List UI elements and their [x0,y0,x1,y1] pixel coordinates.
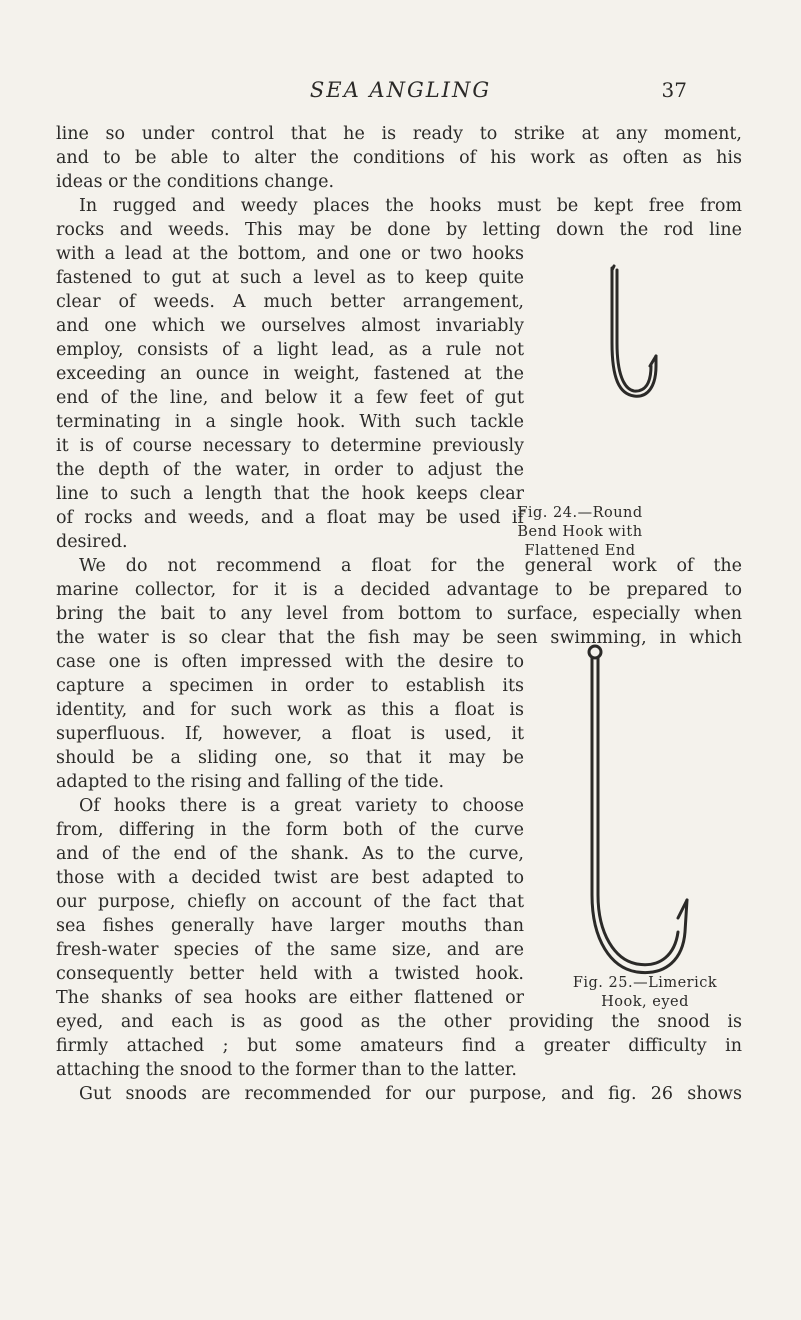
text-line: ideas or the conditions change. [56,172,335,192]
text-line: fresh-water species of the same size, and are [56,940,524,960]
figure-24 [517,258,740,559]
text-line: line so under control that he is ready to strike at any moment, [56,124,742,144]
text-line: We do not recommend a float for the general work of the [79,556,742,576]
page-number: 37 [661,78,687,102]
fig24-caption-line3: Flattened End [524,543,636,559]
text-line: and of the end of the shank. As to the curve, [56,844,524,864]
text-line: adapted to the rising and falling of the tide. [56,772,445,792]
text-line: our purpose, chiefly on account of the fact that [56,892,524,912]
text-line: Of hooks there is a great variety to choose [79,796,524,816]
text-line: exceeding an ounce in weight, fastened at the [56,364,524,384]
text-line: rocks and weeds. This may be done by letting down the rod line [56,220,742,240]
fig24-caption-line1: Fig. 24.—Round [517,505,643,521]
text-line: sea fishes generally have larger mouths than [56,916,524,936]
text-line: capture a specimen in order to establish its [56,676,524,696]
text-line: bring the bait to any level from bottom to surface, especially when [56,604,742,624]
running-head: SEA ANGLING [309,78,492,102]
text-line: marine collector, for it is a decided advantage to be prepared to [56,580,742,600]
limerick-hook-illustration [575,640,735,1020]
text-line: fastened to gut at such a level as to keep quite [56,268,524,288]
text-line: from, differing in the form both of the curve [56,820,524,840]
text-line: eyed, and each is as good as the other providing the snood is [56,1012,742,1032]
fig24-caption-line2: Bend Hook with [517,524,643,540]
text-line: and to be able to alter the conditions of his work as often as his [56,148,742,168]
text-line: with a lead at the bottom, and one or two hooks [56,244,524,264]
text-line: In rugged and weedy places the hooks must be kept free from [79,196,742,216]
text-line: consequently better held with a twisted hook. [56,964,524,984]
text-line: desired. [56,532,128,552]
text-line: terminating in a single hook. With such tackle [56,412,524,432]
text-line: superfluous. If, however, a float is used, it [56,724,524,744]
text-line: those with a decided twist are best adapted to [56,868,524,888]
page-header [0,78,801,108]
fig25-caption-line1: Fig. 25.—Limerick [572,975,718,991]
text-line: line to such a length that the hook keeps clear [56,484,524,504]
text-line: it is of course necessary to determine previously [56,436,524,456]
text-line: Gut snoods are recommended for our purpose, and fig. 26 shows [79,1084,742,1104]
fig25-caption-line2: Hook, eyed [601,994,689,1010]
text-line: and one which we ourselves almost invariably [56,316,524,336]
text-line: The shanks of sea hooks are either flattened or [56,988,524,1008]
text-line: end of the line, and below it a few feet of gut [56,388,524,408]
round-bend-hook-illustration [590,258,740,326]
text-line: identity, and for such work as this a float is [56,700,524,720]
text-line: of rocks and weeds, and a float may be used if [56,508,524,528]
figure-25 [572,640,735,1020]
text-line: employ, consists of a light lead, as a rule not [56,340,524,360]
text-line: firmly attached ; but some amateurs find a greater difficulty in [56,1036,742,1056]
text-line: should be a sliding one, so that it may be [56,748,524,768]
text-line: clear of weeds. A much better arrangement, [56,292,524,312]
text-line: the water is so clear that the fish may be seen swimming, in which [56,628,742,648]
text-line: attaching the snood to the former than to the latter. [56,1060,517,1080]
text-line: the depth of the water, in order to adjust the [56,460,524,480]
text-line: case one is often impressed with the desire to [56,652,524,672]
